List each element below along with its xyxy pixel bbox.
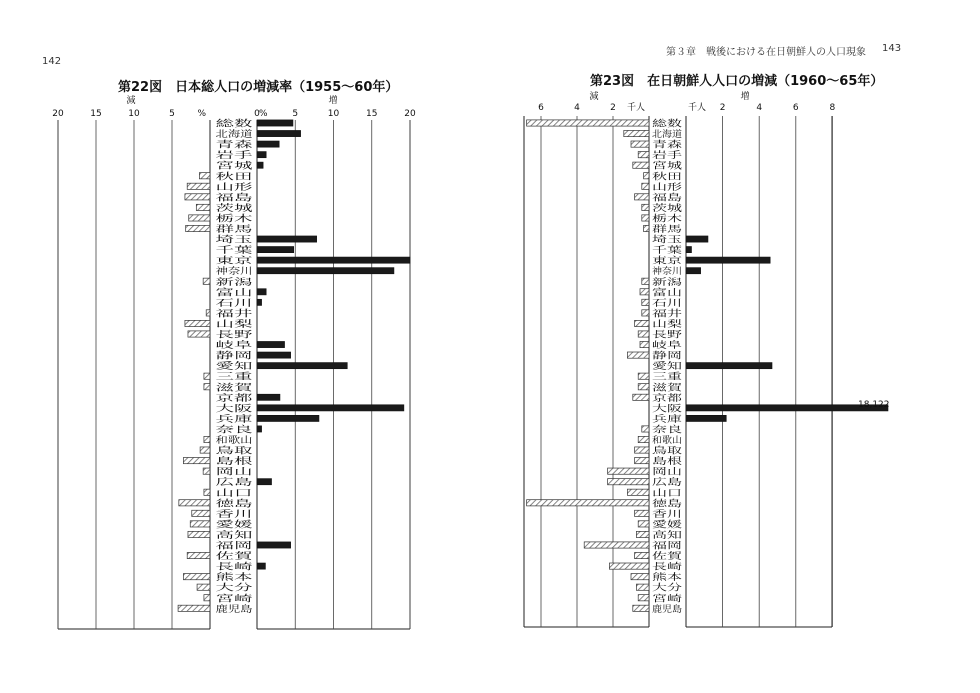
bar-decrease <box>178 605 210 611</box>
bar-increase <box>257 542 291 548</box>
bar-decrease <box>635 320 649 326</box>
prefecture-label: 大分 <box>652 583 671 594</box>
bar-increase <box>257 363 347 369</box>
prefecture-label: 埼玉 <box>652 235 671 246</box>
increase-label: 増 <box>740 92 750 102</box>
bar-decrease <box>190 521 210 527</box>
bar-decrease <box>640 341 649 347</box>
prefecture-label: 北海道 <box>215 130 243 141</box>
prefecture-label: 山梨 <box>215 319 234 330</box>
bar-decrease <box>638 436 649 442</box>
prefecture-label: 愛媛 <box>652 520 671 531</box>
prefecture-label: 愛知 <box>215 362 234 373</box>
bar-increase <box>257 341 285 347</box>
bar-decrease <box>183 574 210 580</box>
prefecture-label: 長崎 <box>652 562 671 573</box>
bar-increase <box>257 479 272 485</box>
prefecture-label: 岡山 <box>652 467 671 478</box>
bar-increase <box>686 247 691 253</box>
bar-increase <box>686 257 770 263</box>
bar-decrease <box>642 426 649 432</box>
bar-decrease <box>642 310 649 316</box>
bar-decrease <box>638 152 649 158</box>
prefecture-label: 北海道 <box>652 130 680 141</box>
bar-increase <box>257 426 262 432</box>
prefecture-label: 大阪 <box>215 404 234 415</box>
prefecture-label: 山口 <box>652 488 671 499</box>
bar-decrease <box>189 215 210 221</box>
prefecture-label: 広島 <box>652 478 671 489</box>
prefecture-label: 佐賀 <box>215 552 234 563</box>
tick-label: 8 <box>829 103 836 113</box>
bar-decrease <box>609 563 649 569</box>
bar-increase <box>686 236 708 242</box>
bar-decrease <box>640 289 649 295</box>
left-unit: % <box>197 109 206 119</box>
prefecture-label: 岐阜 <box>215 341 234 352</box>
left-page-number: 142 <box>42 56 62 67</box>
prefecture-label: 東京 <box>215 256 234 267</box>
bar-decrease <box>187 183 210 189</box>
annotation-label: 18,122 <box>858 400 890 410</box>
bar-decrease <box>633 605 649 611</box>
prefecture-label: 鹿児島 <box>652 604 680 615</box>
prefecture-label: 千葉 <box>652 246 671 257</box>
bar-increase <box>257 352 291 358</box>
bar-increase <box>257 162 263 168</box>
bar-decrease <box>642 299 649 305</box>
prefecture-label: 島根 <box>652 457 671 468</box>
bar-decrease <box>631 574 649 580</box>
tick-label: 4 <box>574 103 580 113</box>
prefecture-label: 長野 <box>652 330 671 341</box>
bar-decrease <box>527 500 649 506</box>
bar-decrease <box>183 458 210 464</box>
prefecture-label: 石川 <box>215 298 234 309</box>
bar-decrease <box>642 183 649 189</box>
bar-increase <box>257 405 404 411</box>
tick-label: 10 <box>128 109 140 119</box>
bar-decrease <box>635 194 649 200</box>
bar-decrease <box>642 215 649 221</box>
tick-label: 6 <box>538 103 544 113</box>
prefecture-label: 島根 <box>215 457 234 468</box>
bar-increase <box>257 257 410 263</box>
prefecture-label: 群馬 <box>215 225 234 235</box>
prefecture-label: 鹿児島 <box>215 604 243 615</box>
bar-decrease <box>204 595 210 601</box>
running-header: 第３章 戦後における在日朝鮮人の人口現象 <box>666 47 866 58</box>
bar-increase <box>257 415 319 421</box>
bar-decrease <box>633 162 649 168</box>
prefecture-label: 長崎 <box>215 562 234 573</box>
prefecture-label: 群馬 <box>652 225 671 235</box>
prefecture-label: 青森 <box>215 140 234 151</box>
prefecture-label: 総数 <box>652 119 671 130</box>
prefecture-label: 福島 <box>652 193 671 204</box>
prefecture-label: 宮崎 <box>652 594 671 605</box>
tick-label: 10 <box>327 109 340 119</box>
bar-decrease <box>185 194 210 200</box>
prefecture-label: 秋田 <box>652 172 671 183</box>
prefecture-label: 兵庫 <box>215 414 234 425</box>
tick-label: 15 <box>366 109 378 119</box>
prefecture-label: 奈良 <box>215 425 234 436</box>
prefecture-label: 岡山 <box>215 467 234 478</box>
prefecture-label: 愛知 <box>652 362 671 373</box>
prefecture-label: 兵庫 <box>652 414 671 425</box>
bar-decrease <box>187 552 210 558</box>
tick-label: 20 <box>52 109 64 119</box>
prefecture-label: 佐賀 <box>652 552 671 563</box>
bar-decrease <box>203 278 210 284</box>
bar-decrease <box>636 584 649 590</box>
bar-decrease <box>185 320 210 326</box>
prefecture-label: 埼玉 <box>215 235 234 246</box>
prefecture-label: 香川 <box>215 509 234 520</box>
bar-decrease <box>179 500 210 506</box>
bar-increase <box>686 415 726 421</box>
prefecture-label: 宮城 <box>652 161 671 172</box>
prefecture-label: 徳島 <box>215 499 234 510</box>
prefecture-label: 長野 <box>215 330 234 341</box>
tick-label: 5 <box>292 109 299 119</box>
prefecture-label: 栃木 <box>652 214 671 225</box>
prefecture-label: 富山 <box>215 288 234 299</box>
bar-increase <box>257 299 262 305</box>
chart-title-22: 第22図 日本総人口の増減率（1955〜60年） <box>118 80 399 95</box>
prefecture-label: 滋賀 <box>652 383 671 394</box>
bar-decrease <box>188 331 210 337</box>
right-unit: % <box>259 109 268 119</box>
prefecture-label: 福岡 <box>652 541 671 552</box>
prefecture-label: 奈良 <box>652 425 671 436</box>
prefecture-label: 岐阜 <box>652 341 671 352</box>
bar-increase <box>257 563 265 569</box>
bar-decrease <box>204 384 210 390</box>
bar-decrease <box>204 489 210 495</box>
prefecture-label: 京都 <box>652 393 671 404</box>
bar-decrease <box>188 531 210 537</box>
prefecture-label: 神奈川 <box>652 267 680 278</box>
bar-decrease <box>203 468 210 474</box>
bar-increase <box>686 268 701 274</box>
prefecture-label: 福井 <box>652 309 671 320</box>
bar-decrease <box>204 373 210 379</box>
prefecture-label: 福井 <box>215 309 234 320</box>
prefecture-label: 富山 <box>652 288 671 299</box>
bar-increase <box>257 152 266 158</box>
prefecture-label: 鳥取 <box>652 446 671 457</box>
prefecture-label: 石川 <box>652 298 671 309</box>
prefecture-label: 大阪 <box>652 404 671 415</box>
prefecture-label: 東京 <box>652 256 671 267</box>
prefecture-label: 熊本 <box>215 573 234 584</box>
bar-decrease <box>200 447 210 453</box>
prefecture-label: 徳島 <box>652 499 671 510</box>
bar-increase <box>257 394 280 400</box>
tick-label: 4 <box>756 103 763 113</box>
bar-decrease <box>642 278 649 284</box>
prefecture-label: 静岡 <box>215 351 234 362</box>
bar-decrease <box>186 225 210 231</box>
bar-decrease <box>197 584 210 590</box>
decrease-label: 減 <box>126 96 136 106</box>
tick-label: 2 <box>719 103 726 113</box>
bar-decrease <box>631 141 649 147</box>
prefecture-label: 三重 <box>215 372 234 383</box>
increase-label: 増 <box>328 96 338 106</box>
prefecture-label: 岩手 <box>215 151 234 162</box>
bar-decrease <box>627 352 649 358</box>
prefecture-label: 山口 <box>215 488 234 499</box>
prefecture-label: 神奈川 <box>215 267 243 278</box>
bar-decrease <box>199 173 210 179</box>
bar-increase <box>686 363 772 369</box>
bar-decrease <box>608 479 649 485</box>
bar-decrease <box>206 310 210 316</box>
prefecture-label: 山形 <box>215 182 234 193</box>
prefecture-label: 宮城 <box>215 161 234 172</box>
bar-decrease <box>642 204 649 210</box>
prefecture-label: 広島 <box>215 478 234 489</box>
bar-decrease <box>638 595 649 601</box>
prefecture-label: 大分 <box>215 583 234 594</box>
bar-decrease <box>638 331 649 337</box>
prefecture-label: 和歌山 <box>652 436 680 446</box>
prefecture-label: 高知 <box>652 530 671 541</box>
prefecture-label: 宮崎 <box>215 594 234 605</box>
bar-increase <box>257 289 266 295</box>
bar-increase <box>257 247 294 253</box>
prefecture-label: 秋田 <box>215 172 234 183</box>
prefecture-label: 鳥取 <box>215 446 234 457</box>
prefecture-label: 三重 <box>652 372 671 383</box>
prefecture-label: 和歌山 <box>215 436 243 446</box>
prefecture-label: 新潟 <box>215 277 234 288</box>
prefecture-label: 茨城 <box>652 203 671 214</box>
bar-increase <box>257 236 317 242</box>
tick-label: 20 <box>404 109 416 119</box>
tick-label: 15 <box>90 109 102 119</box>
prefecture-label: 岩手 <box>652 151 671 162</box>
tick-label: 5 <box>169 109 175 119</box>
prefecture-label: 福島 <box>215 193 234 204</box>
bar-decrease <box>644 225 649 231</box>
bar-decrease <box>635 510 649 516</box>
prefecture-label: 茨城 <box>215 203 234 214</box>
prefecture-label: 福岡 <box>215 541 234 552</box>
tick-label: 0 <box>254 109 260 119</box>
chart-title-23: 第23図 在日朝鮮人人口の増減（1960〜65年） <box>590 74 884 89</box>
bar-decrease <box>638 373 649 379</box>
bar-decrease <box>527 120 649 126</box>
prefecture-label: 高知 <box>215 530 234 541</box>
prefecture-label: 山形 <box>652 182 671 193</box>
prefecture-label: 千葉 <box>215 246 234 257</box>
right-page-number: 143 <box>882 43 902 54</box>
bar-increase <box>257 120 293 126</box>
prefecture-label: 香川 <box>652 509 671 520</box>
bar-decrease <box>584 542 649 548</box>
decrease-label: 減 <box>589 92 599 102</box>
prefecture-label: 栃木 <box>215 214 234 225</box>
prefecture-label: 青森 <box>652 140 671 151</box>
bar-decrease <box>204 436 210 442</box>
bar-increase <box>257 268 394 274</box>
left-unit: 千人 <box>626 103 645 113</box>
bar-decrease <box>608 468 649 474</box>
bar-decrease <box>196 204 210 210</box>
prefecture-label: 新潟 <box>652 277 671 288</box>
tick-label: 2 <box>610 103 616 113</box>
bar-decrease <box>633 394 649 400</box>
bar-decrease <box>638 384 649 390</box>
prefecture-label: 滋賀 <box>215 383 234 394</box>
bar-decrease <box>635 552 649 558</box>
tick-label: 6 <box>792 103 799 113</box>
right-unit: 千人 <box>688 103 707 113</box>
bar-decrease <box>624 130 649 136</box>
bar-decrease <box>635 447 649 453</box>
prefecture-label: 熊本 <box>652 573 671 584</box>
prefecture-label: 総数 <box>215 119 234 130</box>
bar-decrease <box>644 173 649 179</box>
bar-decrease <box>638 521 649 527</box>
prefecture-label: 愛媛 <box>215 520 234 531</box>
bar-decrease <box>627 489 649 495</box>
bar-increase <box>257 130 301 136</box>
bar-increase <box>257 141 279 147</box>
bar-decrease <box>192 510 210 516</box>
prefecture-label: 京都 <box>215 393 234 404</box>
prefecture-label: 静岡 <box>652 351 671 362</box>
prefecture-label: 山梨 <box>652 319 671 330</box>
bar-decrease <box>636 531 649 537</box>
bar-decrease <box>635 458 649 464</box>
